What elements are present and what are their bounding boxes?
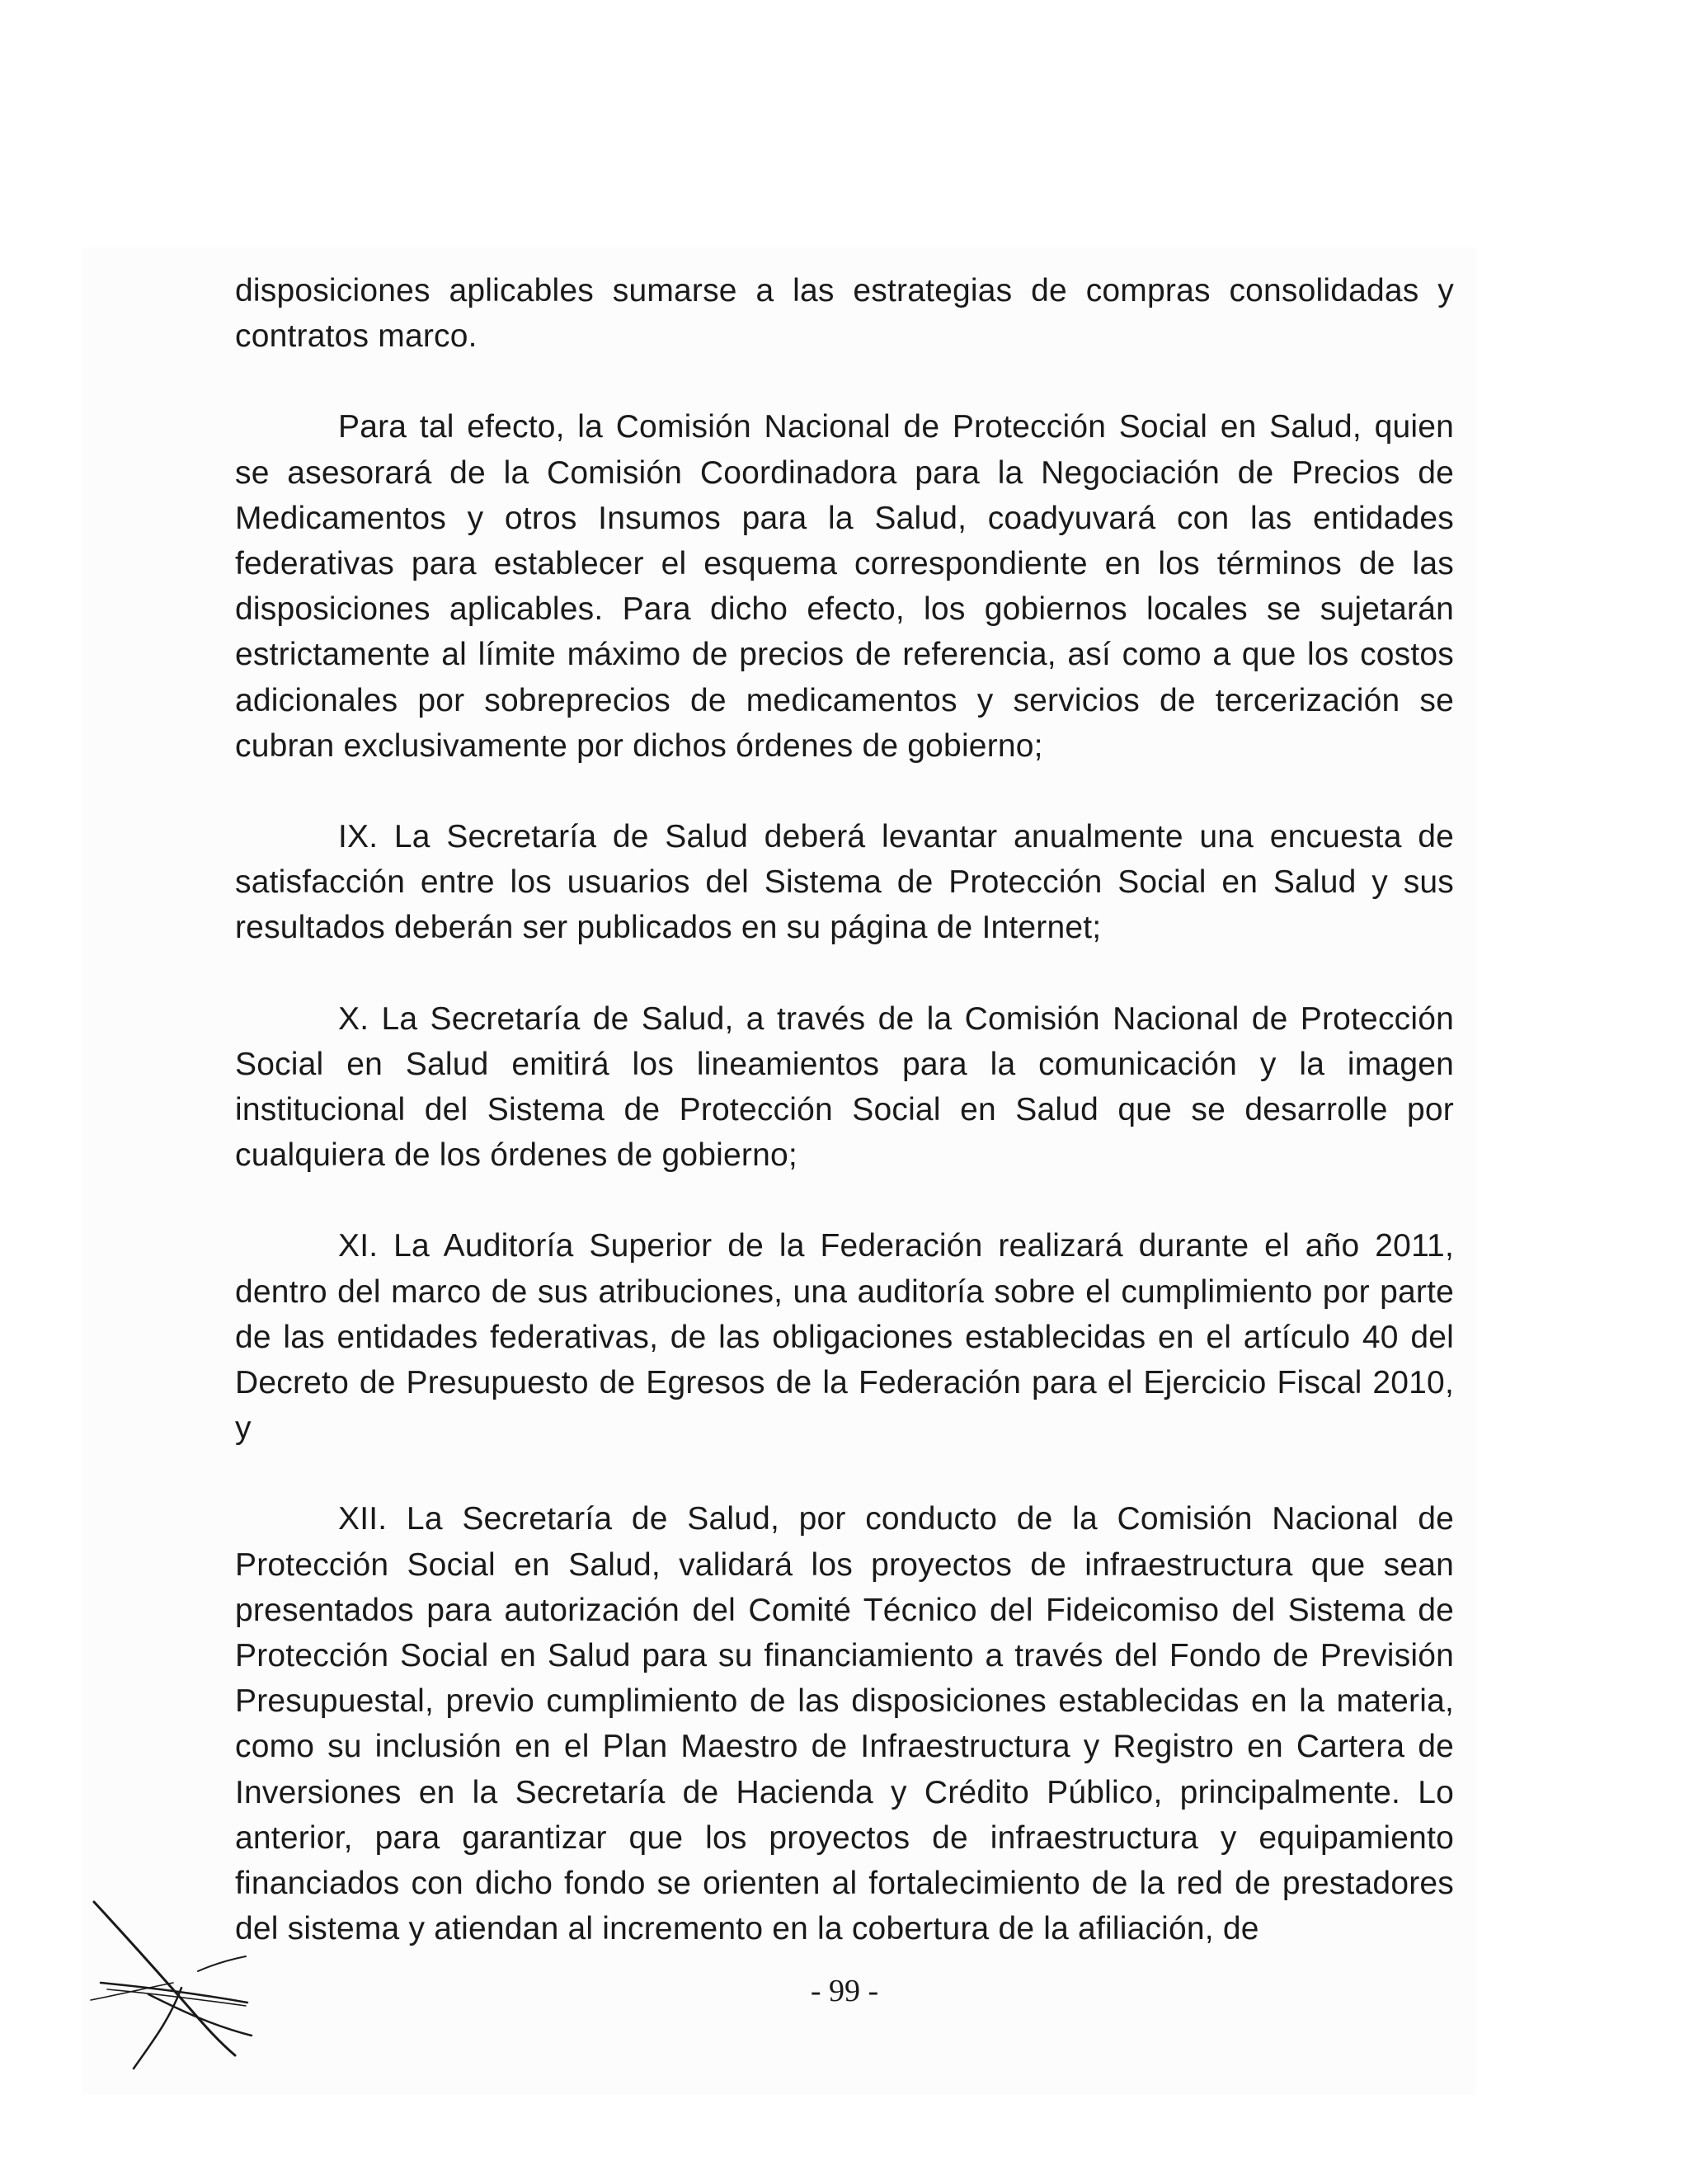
paragraph-xii: XII. La Secretaría de Salud, por conducto de la Comisión Nacional de Protección Social en Salud, validará los proyectos de infraestructura que sean presentados para autorización del Comité Técnico del Fideicomiso del Sistema de Protección Social en Salud para su financiamiento a través del Fondo de Previsión Presupuestal, previo cumplimiento de las disposiciones establecidas en la materia, como su inclusión en el Plan Maestro de Infraestructura y Registro en Cartera de Inversiones en la Secretaría de Hacienda y Crédito Público, principalmente. Lo anterior, para garantizar que los proyectos de infraestructura y equipamiento financiados con dicho fondo se orienten al fortalecimiento de la red de prestadores del sistema y atiendan al incremento en la cobertura de la afiliación, de (235, 1501, 1454, 1947)
page-number: - 99 - (810, 1974, 879, 2008)
paragraph-continuation: disposiciones aplicables sumarse a las estrategias de compras consolidadas y contratos marco. (235, 273, 1454, 355)
handwritten-signature-icon (82, 1897, 272, 2091)
document-body (235, 268, 1454, 1998)
paragraph-xi: XI. La Auditoría Superior de la Federación realizará durante el año 2011, dentro del marco de sus atribuciones, una auditoría sobre el cumplimiento por parte de las entidades federativas, de las obligaciones establecidas en el artículo 40 del Decreto de Presupuesto de Egresos de la Federación para el Ejercicio Fiscal 2010, y (235, 1228, 1454, 1447)
paragraph-x: X. La Secretaría de Salud, a través de la Comisión Nacional de Protección Social en Salud emitirá los lineamientos para la comunicación y la imagen institucional del Sistema de Protección Social en Salud que se desarrolle por cualquiera de los órdenes de gobierno; (235, 1000, 1454, 1174)
paragraph-ix: IX. La Secretaría de Salud deberá levantar anualmente una encuesta de satisfacción entre los usuarios del Sistema de Protección Social en Salud y sus resultados deberán ser publicados en su página de Internet; (235, 819, 1454, 946)
paragraph-para-tal-efecto: Para tal efecto, la Comisión Nacional de Protección Social en Salud, quien se asesorará de la Comisión Coordinadora para la Negociación de Precios de Medicamentos y otros Insumos para la Salud, coadyuvará con las entidades federativas para establecer el esquema correspondiente en los términos de las disposiciones aplicables. Para dicho efecto, los gobiernos locales se sujetarán estrictamente al límite máximo de precios de referencia, así como a que los costos adicionales por sobreprecios de medicamentos y servicios de tercerización se cubran exclusivamente por dichos órdenes de gobierno; (235, 409, 1454, 764)
